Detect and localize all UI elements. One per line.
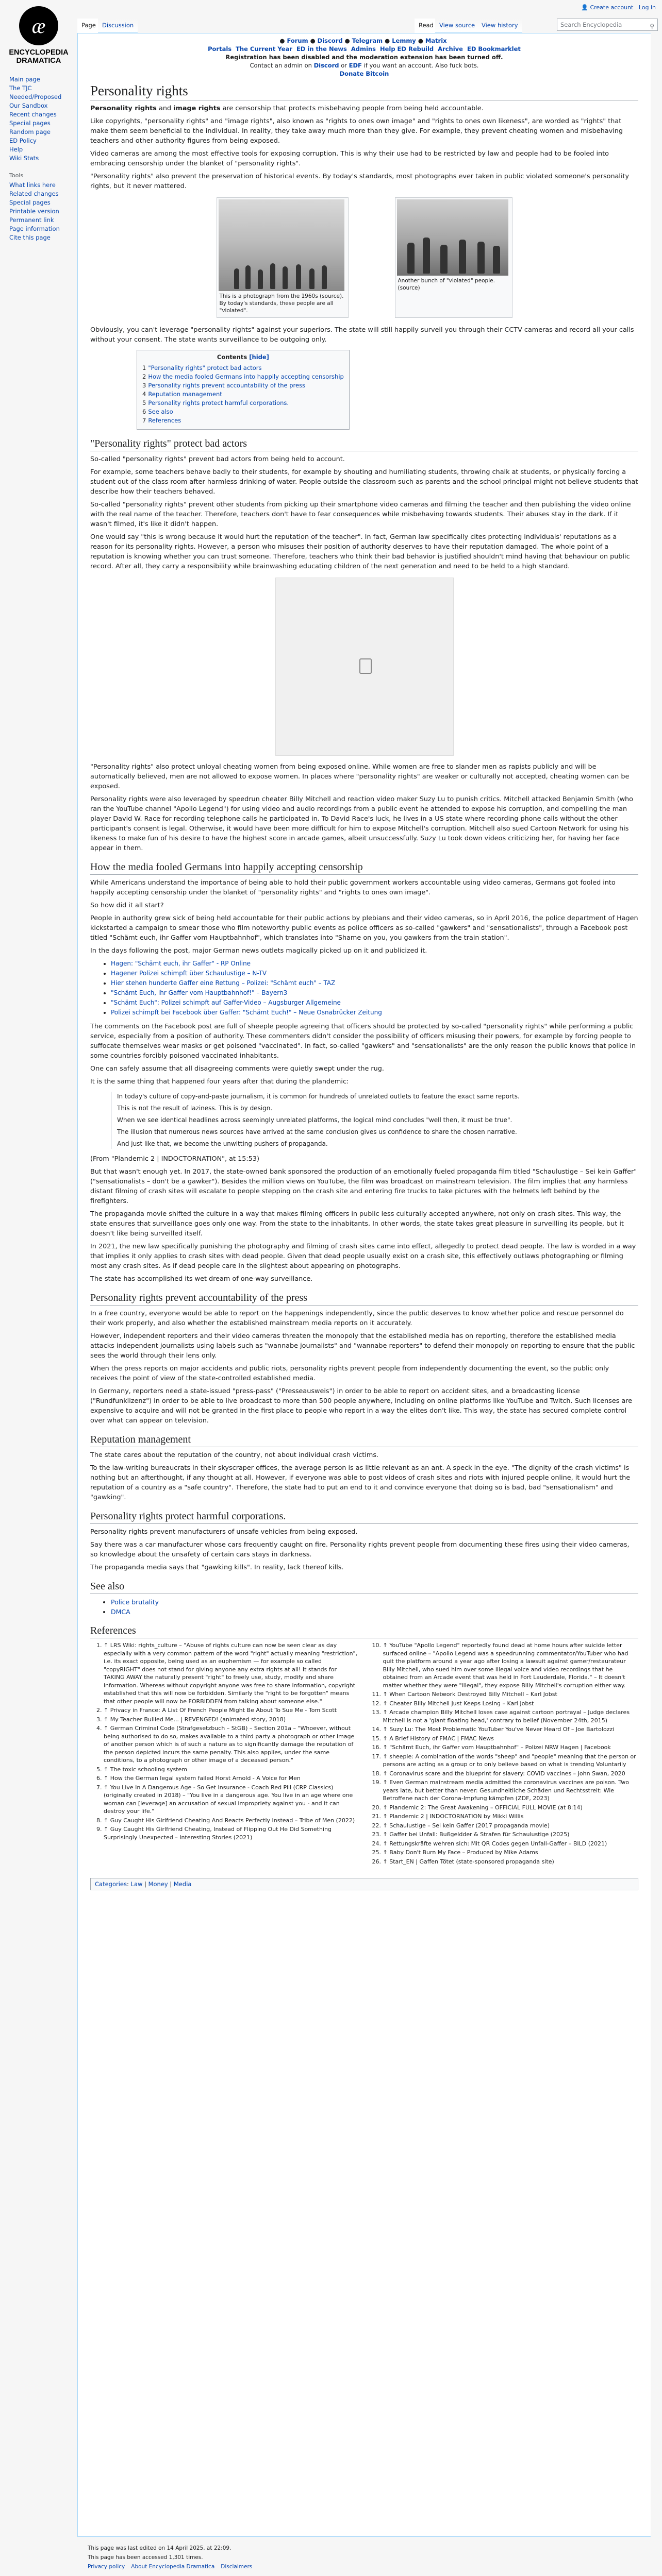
sidebar-item [9,145,77,154]
quote-line: In today's culture of copy-and-paste journalism, it is common for hundreds of unrelated outlets to feature the exact same reports. [117,1093,520,1100]
toc-link[interactable]: "Personality rights" protect bad actors [148,364,262,371]
toc-number: 5 [142,399,146,406]
s2-p10: In 2021, the new law specifically punishing the photography and filming of crash sites came into effect, allegedly to protect dead people. The law is worded in a way that implies it only applies to crash sites with dead people. Given that dead people usually exist on a crash site, this effectively outlaws photographing or filming most any crash sites. As if dead people care in the slightest about appearing on photographs. [90,1243,636,1270]
footer-links [88,2563,258,2571]
sidebar-link[interactable]: Wiki Stats [9,155,39,162]
video-placeholder-icon [359,658,372,674]
category-separator: | [168,1880,174,1888]
portal-link[interactable]: ED Bookmarklet [467,45,521,53]
s5-p3: The propaganda media says that "gawking kills". In reality, lack thereof kills. [90,1564,344,1571]
tools-item [9,181,77,190]
news-link[interactable]: Hier stehen hunderte Gaffer eine Rettung – Polizei: "Schämt euch" – TAZ [111,979,336,987]
news-item [111,988,638,998]
plandemic-quote [111,1092,638,1149]
site-logo[interactable] [3,4,74,66]
s4-p1: The state cares about the reputation of the country, not about individual crash victims. [90,1451,379,1459]
quote-line: And just like that, we become the unwitting pushers of propaganda. [117,1140,328,1147]
header-tabs [77,19,662,33]
tools-item [9,233,77,242]
notice-link[interactable]: Forum [287,37,308,44]
tools-item [9,207,77,216]
quote-source: (From "Plandemic 2 | INDOCTORNATION", at 15:53) [90,1155,259,1163]
s2-p2: So how did it all start? [90,902,164,909]
news-link[interactable]: Hagener Polizei schimpft über Schaulustige – N-TV [111,970,267,977]
login-link[interactable]: Log in [638,4,656,11]
sidebar-item [9,110,77,119]
category-link[interactable]: Law [130,1880,143,1888]
footer [77,2543,258,2572]
sidebar-item [9,101,77,110]
notice-bullet-icon: ● [418,37,423,44]
toc-item [142,381,344,390]
news-link[interactable]: Hagen: "Schämt euch, ihr Gaffer" - RP Online [111,960,251,967]
section-heading-press: Personality rights prevent accountability of the press [90,1292,638,1306]
news-link[interactable]: "Schämt Euch, ihr Gaffer vom Hauptbahnhof!" – Bayern3 [111,989,288,996]
reference-item: 21. ↑ Plandemic 2 | INDOCTORNATION by Mikki Willis [383,1812,639,1821]
logo-text-top: ENCYCLOPEDIA [9,48,69,57]
reference-item: 9. ↑ Guy Caught His Girlfriend Cheating, Instead of Flipping Out He Did Something Surprisingly Unexpected – Interesting Stories (2021) [104,1825,359,1841]
reference-item: 5. ↑ The toxic schooling system [104,1766,359,1774]
toc-number: 6 [142,408,146,415]
toc-item [142,408,344,416]
svg-text:æ: æ [31,14,46,38]
s3-p4: In Germany, reporters need a state-issued "press-pass" ("Presseausweis") in order to be able to report on accident sites, and a broadcasting license ("Rundfunklizenz") in order to be able to live broadcast to more than 500 people anywhere, including on online platforms like YouTube and Twitch. Such licenses are expensive to acquire and will not be granted in the first place to people who report in a way the elites don't like. This way, the state has secured complete control over what can appear on television. [90,1387,633,1425]
toc-number: 2 [142,373,146,380]
intro-p4: "Personality rights" also prevent the preservation of historical events. By today's standards, most photographs ever taken in public violated someone's personality rights, but it never mattered. [90,173,630,190]
see-also-item [111,1607,638,1617]
news-link[interactable]: Polizei schimpft bei Facebook über Gaffer: "Schämt Euch!" – Neue Osnabrücker Zeitung [111,1009,382,1016]
reference-item: 7. ↑ You Live In A Dangerous Age - So Get Insurance - Coach Red Pill (CRP Classics) (originally created in 2018) – "You live in a dangerous age. You live in an age where one woman can [leverage] an accusation of sexual impropriety against you - and it can destroy your life." [104,1784,359,1816]
tools-item [9,225,77,233]
search-icon[interactable]: ⚲ [650,23,654,30]
news-item [111,969,638,978]
news-item [111,959,638,969]
reference-item: 12. ↑ Cheater Billy Mitchell Just Keeps Losing – Karl Jobst [383,1700,639,1708]
quote-line: This is not the result of laziness. This is by design. [117,1105,273,1112]
search-input[interactable] [557,19,658,31]
page-title: Personality rights [90,83,638,100]
news-link[interactable]: "Schämt Euch": Polizei schimpft auf Gaffer-Video – Augsburger Allgemeine [111,999,341,1006]
s2-p5: The comments on the Facebook post are full of sheeple people agreeing that officers should be protected by so-called "personality rights" while performing a public service, especially from a position of authority. These commenters didn't consider the possibility of officers misusing their powers, for example by forcing people to suffocate themselves wear masks or get poisoned "vaccinated". In fact, so-called "gawkers" and "sensationalists" are the only reason the public knows that police in some countries forcibly poisoned vaccinated inhabitants. [90,1023,636,1060]
main-content [77,33,651,2537]
toc-link[interactable]: Reputation management [148,391,222,398]
tools-item [9,190,77,198]
sidebar-item [9,128,77,137]
footer-link[interactable]: Privacy policy [88,2564,125,2570]
s5-p1: Personality rights prevent manufacturers of unsafe vehicles from being exposed. [90,1528,358,1536]
site-notice [90,37,638,78]
intro-p2: Like copyrights, "personality rights" and "image rights", also known as "rights to ones own image" and "rights to ones own likeness", are worded as "rights" that make them seem beneficial to the individual. In reality, they take away much more than they give. For example, they prevent cheating women and misbehaving teachers and other authority figures from being exposed. [90,117,623,145]
section-heading-references: References [90,1625,638,1638]
tools-link[interactable]: Printable version [9,208,59,215]
figures [90,197,638,318]
crowd-photo-1960s[interactable] [219,199,344,291]
news-item [111,1008,638,1018]
tab-view-history[interactable]: View history [477,19,522,33]
notice-bullet-icon: ● [344,37,350,44]
reference-item: 25. ↑ Baby Don't Burn My Face – Produced by Mike Adams [383,1849,639,1857]
sidebar-item [9,93,77,101]
create-account-link[interactable]: Create account [590,4,634,11]
reference-item: 18. ↑ Coronavirus scare and the blueprint for slavery: COVID vaccines – John Swan, 2020 [383,1770,639,1778]
s2-p4: In the days following the post, major German news outlets magically picked up on it and publicized it. [90,947,427,955]
toc-number: 3 [142,382,146,389]
section-heading-corporations: Personality rights protect harmful corporations. [90,1511,638,1524]
notice-row-portals [90,45,638,53]
tab-read[interactable]: Read [415,19,438,33]
reference-item: 26. ↑ Start_EN | Gaffen Tötet (state-sponsored propaganda site) [383,1858,639,1866]
table-of-contents [137,350,350,430]
intro-p1: Personality rights and image rights are censorship that protects misbehaving people from being held accountable. [90,105,484,112]
toc-item [142,390,344,399]
tools-heading: Tools [9,172,24,179]
nav-portal [9,75,77,163]
category-separator: | [142,1880,148,1888]
see-also-list [90,1597,638,1617]
figure-violated-caption: Another bunch of "violated" people. (source) [398,278,495,291]
toc-number: 4 [142,391,146,398]
sidebar-item [9,137,77,145]
s1-p3: So-called "personality rights" prevent other students from picking up their smartphone video cameras and filming the teacher and then publishing the video online with the real name of the teacher. Therefore, teachers don't have to fear consequences while misbehaving towards students. Their abuses stay in the dark. If it wasn't filmed, it's like it didn't happen. [90,501,631,528]
reference-item: 11. ↑ When Cartoon Network Destroyed Billy Mitchell – Karl Jobst [383,1690,639,1699]
user-icon: 👤 [581,4,588,11]
toc-number: 7 [142,417,146,424]
category-items [131,1880,192,1888]
s4-p2: To the law-writing bureaucrats in their skyscraper offices, the average person is as little relevant as an ant. A speck in the eye. "The dignity of the crash victims" is nothing but an afterthought, if any thought at all. However, if everyone was able to post videos of crash sites and riots with injured people online, it would hurt the reputation of a country as a "safe country". Therefore, the state had to put an end to it and convince everyone that doing so is bad, bad "sensationalism" and "gawking". [90,1464,631,1501]
notice-link[interactable]: Telegram [352,37,383,44]
reference-item: 20. ↑ Plandemic 2: The Great Awakening – OFFICIAL FULL MOVIE (at 8:14) [383,1804,639,1812]
sidebar-item [9,75,77,84]
reference-item: 19. ↑ Even German mainstream media admitted the coronavirus vaccines are poison. Two years late, but better than never: Gesundheitliche Schäden und Rechtsstreit: Wie Betroffene nach der Corona-Impfung kämpfen (ZDF, 2023) [383,1778,639,1803]
toc-item [142,416,344,425]
tools-link[interactable]: Page information [9,225,60,232]
reference-item: 23. ↑ Gaffer bei Unfall: Bußgeldder & Strafen für Schaulustige (2025) [383,1831,639,1839]
s1-p5: "Personality rights" also protect unloyal cheating women from being exposed online. While women are free to slander men as rapists publicly and will be automatically believed, men are not allowed to expose women. In places where "personality rights" are weaker or culturally not accepted, cheating women can be exposed. [90,763,630,790]
toc-list [142,364,344,425]
logo-text-bottom: DRAMATICA [16,57,61,65]
tools-link[interactable]: Special pages [9,199,51,206]
reference-item: 4. ↑ German Criminal Code (Strafgesetzbuch – StGB) – Section 201a – "Whoever, without being authorised to do so, makes available to a third party a photograph or other image of another person which is of such a nature as to significantly damage the reputation of the person depicted incurs the same penalty. This also applies, under the same conditions, to a photograph or other image of a deceased person." [104,1724,359,1765]
sidebar-link[interactable]: Special pages [9,120,51,127]
contact-notice: Contact an admin on Discord or EDF if you want an account. Also fuck bots. [250,62,479,69]
reference-item: 15. ↑ A Brief History of FMAC | FMAC News [383,1735,639,1743]
search-placeholder: Search Encyclopedia [560,21,622,28]
footer-link[interactable]: Disclaimers [221,2564,253,2570]
category-links: Categories: Law | Money | Media [90,1878,638,1890]
donate-bitcoin-link[interactable]: Donate Bitcoin [339,70,389,77]
see-also-item [111,1597,638,1607]
portal-link[interactable]: ED in the News [296,45,347,53]
s2-p8: But that wasn't enough yet. In 2017, the state-owned bank sponsored the production of an emotionally fueled propaganda film titled "Schaulustige – Sei kein Gaffer" ("sensationalists – don't be a gawker"). Besides the million views on YouTube, the film was broadcast on mainstream television. The film implies that any harmless distant filming of crash sites will escalate to people stepping on the crash site and entering fire trucks to take pictures with the helmets left behind by the firefighters. [90,1168,637,1205]
s3-p3: When the press reports on major accidents and public riots, personality rights prevent people from independently documenting the event, so the public only receives the point of view of the state-controlled established media. [90,1365,609,1382]
portal-link[interactable]: Help ED Rebuild [379,45,434,53]
see-also-link[interactable]: Police brutality [111,1598,159,1606]
sidebar-item [9,154,77,163]
tools-link[interactable]: Permanent link [9,216,54,224]
surveillance-paragraph: Obviously, you can't leverage "personality rights" against your superiors. The state will still happily surveil you through their CCTV cameras and record all your calls without your consent. The state wants surveillance to be outgoing only. [90,326,634,344]
references-left-column [90,1641,359,1867]
section-heading-germans: How the media fooled Germans into happily accepting censorship [90,861,638,875]
reference-item: 16. ↑ "Schämt Euch, ihr Gaffer vom Hauptbahnhof" – Polizei NRW Hagen | Facebook [383,1743,639,1752]
tools-link[interactable]: What links here [9,181,56,189]
reference-item: 10. ↑ YouTube "Apollo Legend" reportedly found dead at home hours after suicide letter surfaced online – "Apollo Legend was a speedrunning commentator/YouTuber who had quit the platform around a year ago after losing a lawsuit against gamer/restaurateur Billy Mitchell, who sued him over some illegal voice and video recordings that he obtained from an Arcade event that was held in Fort Lauderdale, Florida." – It doesn't matter whether they were "illegal", they expose Billy Mitchell's corruption either way. [383,1641,639,1689]
section-heading-reputation: Reputation management [90,1434,638,1447]
category-link[interactable]: Money [148,1880,168,1888]
crowd-photo-2[interactable] [397,199,508,276]
toc-link[interactable]: How the media fooled Germans into happily accepting censorship [148,373,344,380]
figure-1960s-caption: This is a photograph from the 1960s (source). By today's standards, these people are all "violated". [219,293,344,314]
quote-line: The illusion that numerous news sources have arrived at the same conclusion gives us confidence to share the chosen narrative. [117,1128,517,1136]
notice-bullet-icon: ● [385,37,390,44]
toc-hide-link[interactable]: [hide] [249,353,269,361]
s3-p1: In a free country, everyone would be able to report on the happenings independently, since the public deserves to know whether police and rescue personnel do their work properly, and also whether the established mainstream media reports on it accurately. [90,1310,624,1327]
tools-portal [9,172,77,242]
s2-p11: The state has accomplished its wet dream of one-way surveillance. [90,1275,313,1283]
category-link[interactable]: Media [173,1880,192,1888]
tab-discussion[interactable]: Discussion [98,19,138,33]
s2-p3: People in authority grew sick of being held accountable for their public actions by plebians and their video cameras, so in April 2016, the police department of Hagen kickstarted a campaign to smear those who film noteworthy public events as police officers as so-called "gawkers" and "sensationalists", through a Facebook post titled "Schämt euch, ihr Gaffer vom Hauptbahnhof", which translates into "Shame on you, you gawkers from the train station". [90,914,638,942]
news-list [90,959,638,1018]
tools-item [9,198,77,207]
notice-bullet-icon: ● [310,37,316,44]
toc-link[interactable]: Personality rights prevent accountability of the press [148,382,306,389]
section-heading-see-also: See also [90,1581,638,1594]
s2-p9: The propaganda movie shifted the culture in a way that makes filming officers in public less culturally accepted anywhere, not only on crash sites. This way, the state ensures that surveillance goes only one way. From the state to the inhabitants. In other words, the state takes great pleasure in surveilling its people, but it doesn't like being surveilled itself. [90,1210,624,1238]
reference-item: 22. ↑ Schaulustige – Sei kein Gaffer (2017 propaganda movie) [383,1822,639,1830]
figure-violated-people [395,197,512,318]
toc-item [142,364,344,372]
toc-link[interactable]: Personality rights protect harmful corporations. [148,399,289,406]
tab-page[interactable]: Page [77,19,100,33]
portal-link[interactable]: Admins [351,45,376,53]
tab-view-source[interactable]: View source [435,19,479,33]
references [90,1641,638,1867]
tools-item [9,216,77,225]
tools-link[interactable]: Cite this page [9,234,51,241]
tools-list [9,181,77,242]
toc-number: 1 [142,364,146,371]
section-heading-bad-actors: "Personality rights" protect bad actors [90,438,638,451]
news-item [111,978,638,988]
sidebar-link[interactable]: Help [9,146,23,153]
reference-item: 2. ↑ Privacy in France: A List Of French People Might Be About To Sue Me - Tom Scott [104,1706,359,1715]
notice-link[interactable]: Lemmy [392,37,416,44]
user-links [581,4,656,11]
s2-p7: It is the same thing that happened four years after that during the plandemic: [90,1078,349,1086]
reference-item: 13. ↑ Arcade champion Billy Mitchell loses case against cartoon portrayal – Judge declares Mitchell is not a 'giant floating head,' contrary to belief (November 24th, 2015) [383,1708,639,1724]
reference-item: 8. ↑ Guy Caught His Girlfriend Cheating And Reacts Perfectly Instead – Tribe of Men (2022) [104,1817,359,1825]
see-also-link[interactable]: DMCA [111,1608,130,1616]
s1-p6: Personality rights were also leveraged by speedrun cheater Billy Mitchell and reaction video maker Suzy Lu to punish critics. Mitchell attacked Benjamin Smith (who ran the YouTube channel "Apollo Legend") for using video and audio recordings from a public event he attended to expose his corruption, and compelling the man player David W. Race for recording telephone calls he participated in. To David Race's luck, he lives in a US state where recording phone calls without the other participant's consent is legal. Otherwise, it would have been more difficult for him to expose Mitchell's corruption. Mitchell also sued Cartoon Network for using his likeness to make fun of his desire to have the highest score in arcade games, albeit unsuccessfully. Suzy Lu took down videos criticizing her, for having her face appear in them. [90,795,633,852]
toc-title: Contents [hide] [217,353,269,361]
footer-link[interactable]: About Encyclopedia Dramatica [131,2564,215,2570]
s3-p2: However, independent reporters and their video cameras threaten the monopoly that the established media has on reporting, therefore the established media attacks independent journalists using labels such as "wannabe journalists" and "wannabe reporters" to defend their monopoly on reporting to ensure that the public sees the world through their lens only. [90,1332,635,1360]
sidebar-link[interactable]: ED Policy [9,137,37,144]
notice-bullet-icon: ● [279,37,285,44]
tools-link[interactable]: Related changes [9,190,59,197]
page-views: This page has been accessed 1,301 times. [88,2554,203,2561]
sidebar [0,0,77,242]
toc-link[interactable]: References [148,417,181,424]
s1-p4: One would say "this is wrong because it would hurt the reputation of the teacher". In fact, German law specifically cites protecting individuals' reputations as a reason for its personality rights. However, a person who misuses their position of authority deserves to have their reputation damaged. The whole point of a reputation is knowing whether you can trust someone. Therefore, teachers who think their bad behavior is justified shouldn't mind having that behaviour on public record. After all, they carry a responsibility while brainwashing educating children of the next generation and need to be held to a high standard. [90,533,630,570]
sidebar-item [9,84,77,93]
categories-label[interactable]: Categories [95,1880,127,1888]
embedded-video[interactable] [275,578,454,756]
reference-item: 6. ↑ How the German legal system failed Horst Arnold - A Voice for Men [104,1774,359,1783]
sidebar-link[interactable]: Our Sandbox [9,102,48,109]
figure-1960s [217,197,349,318]
intro-p3: Video cameras are among the most effective tools for exposing corruption. This is why their use had to be restricted by law and people had to be fooled into embracing censorship under the blanket of "personality rights". [90,150,609,167]
sidebar-link[interactable]: Random page [9,128,51,135]
toc-item [142,372,344,381]
portal-link[interactable]: The Current Year [236,45,292,53]
s5-p2: Say there was a car manufacturer whose cars frequently caught on fire. Personality rights prevent people from documenting these fires using their video cameras, so knowledge about the unsafety of certain cars stays in darkness. [90,1541,630,1558]
toc-link[interactable]: See also [148,408,173,415]
s1-p2: For example, some teachers behave badly to their students, for example by shouting and humiliating students, throwing chalk at students, or physically forcing a student out of the class room after harmless drinking of water. People outside the classroom such as parents and the school principal might not believe students that describe how their teachers behaved. [90,468,638,496]
notice-link[interactable]: Matrix [425,37,447,44]
reference-item: 17. ↑ sheeple: A combination of the words "sheep" and "people" meaning that the person or persons are acting as a group or to only believe based on what is trending Voluntarily [383,1753,639,1769]
edf-contact-link[interactable]: EDF [349,62,362,69]
reference-item: 14. ↑ Suzy Lu: The Most Problematic YouTuber You've Never Heard Of – Joe Bartolozzi [383,1725,639,1734]
notice-row-community [90,37,638,45]
sidebar-link[interactable]: Recent changes [9,111,57,118]
toc-item [142,399,344,408]
nav-list [9,75,77,163]
references-right-column [370,1641,639,1867]
s1-p1: So-called "personality rights" prevent bad actors from being held to account. [90,455,345,463]
last-edited: This page was last edited on 14 April 2025, at 22:09. [88,2545,231,2551]
sidebar-link[interactable]: Main page [9,76,40,83]
s2-p6: One can safely assume that all disagreeing comments were quietly swept under the rug. [90,1065,384,1073]
portal-link[interactable]: Archive [438,45,463,53]
sidebar-link[interactable]: The TJC [9,84,32,92]
quote-line: When we see identical headlines across seemingly unrelated platforms, the logical mind concludes "well then, it must be true". [117,1116,512,1124]
sidebar-item [9,119,77,128]
reference-item: 1. ↑ LRS Wiki: rights_culture – "Abuse of rights culture can now be seen clear as day especially with a very common pattern of the word "right" actually meaning "restriction", i.e. its exact opposite, being used as an euphemism — for example so called "copyRIGHT" does not stand for giving anyone any extra rights at all! It stands for TAKING AWAY the naturally present "right" to freely use, study, modify and share information. Whereas without copyright anyone was free to share information, copyright established that this will now be forbidden. Similarly the "right to be forgotten" means that other people will now be FORBIDDEN from talking about someone else." [104,1641,359,1705]
reference-item: 3. ↑ My Teacher Bullied Me... | REVENGED! (animated story, 2018) [104,1716,359,1724]
portal-link[interactable]: Portals [208,45,232,53]
discord-contact-link[interactable]: Discord [313,62,339,69]
sidebar-link[interactable]: Needed/Proposed [9,93,62,100]
notice-link[interactable]: Discord [317,37,343,44]
reference-item: 24. ↑ Rettungskräfte wehren sich: Mit QR Codes gegen Unfall-Gaffer – BILD (2021) [383,1840,639,1848]
news-item [111,998,638,1008]
s2-p1: While Americans understand the importance of being able to hold their public government workers accountable using video cameras, Germans got fooled into happily accepting censorship under the blanket of "personality rights" and "rights to ones own image". [90,879,616,896]
registration-notice: Registration has been disabled and the moderation extension has been turned off. [225,54,503,61]
